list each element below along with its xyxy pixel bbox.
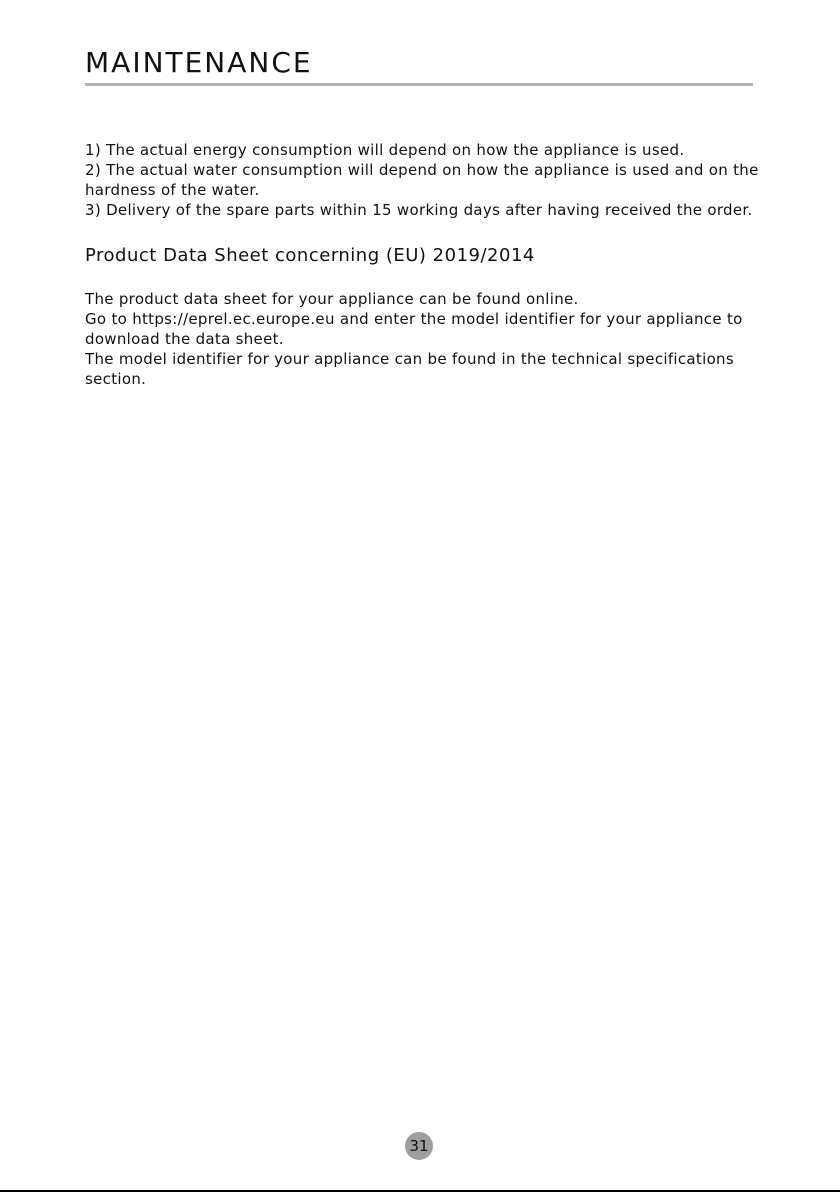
footnote-line: 1) The actual energy consumption will depend on how the appliance is used. xyxy=(85,141,685,159)
paragraph-line: download the data sheet. xyxy=(85,330,284,348)
title-divider xyxy=(85,83,753,86)
paragraph-line: Go to https://eprel.ec.europe.eu and enter the model identifier for your appliance to xyxy=(85,310,743,328)
page-title: MAINTENANCE xyxy=(85,46,313,79)
section-heading: Product Data Sheet concerning (EU) 2019/2014 xyxy=(85,245,535,266)
footnote-line: 3) Delivery of the spare parts within 15 working days after having received the order. xyxy=(85,201,753,219)
page-number-badge: 31 xyxy=(405,1132,433,1160)
paragraph-line: The model identifier for your appliance can be found in the technical specifications xyxy=(85,350,734,368)
product-data-sheet-text xyxy=(85,289,765,389)
footnotes-block xyxy=(85,140,765,220)
footnote-line: hardness of the water. xyxy=(85,181,260,199)
footnote-line: 2) The actual water consumption will depend on how the appliance is used and on the xyxy=(85,161,759,179)
paragraph-line: section. xyxy=(85,370,147,388)
paragraph-line: The product data sheet for your appliance can be found online. xyxy=(85,290,579,308)
